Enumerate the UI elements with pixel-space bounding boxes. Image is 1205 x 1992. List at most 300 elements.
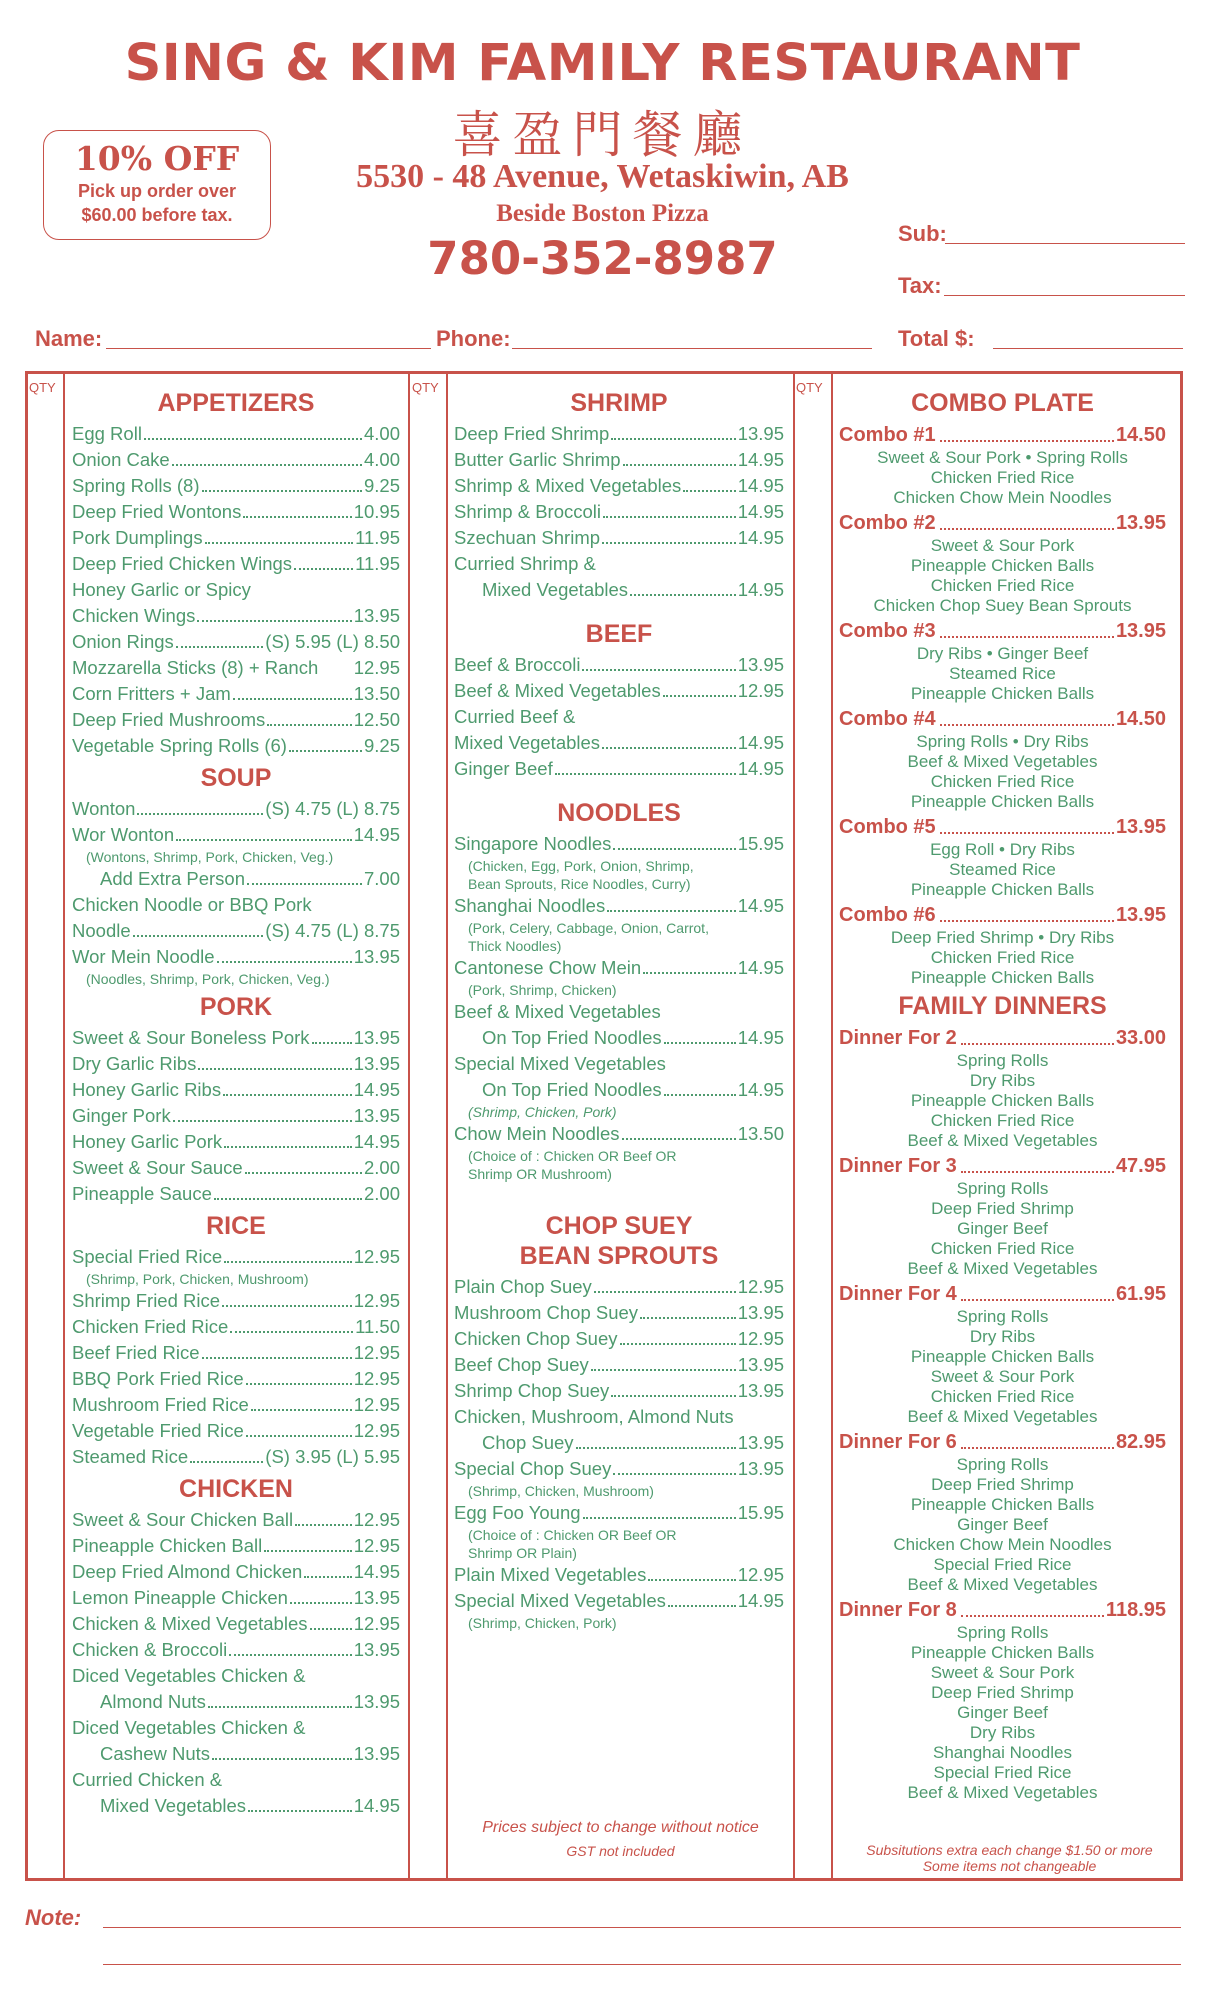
menu-item[interactable] bbox=[72, 447, 400, 473]
combo-dish: Sweet & Sour Pork bbox=[930, 536, 1075, 555]
item-name: Beef & Mixed Vegetables bbox=[454, 680, 661, 701]
combo-item[interactable] bbox=[839, 422, 1166, 508]
menu-item[interactable] bbox=[72, 603, 400, 629]
item-name: Deep Fried Chicken Wings bbox=[72, 553, 293, 574]
combo-name: Dinner For 8 bbox=[839, 1599, 957, 1621]
item-description: (Pork, Shrimp, Chicken) bbox=[468, 982, 617, 998]
dot-leader bbox=[602, 747, 736, 749]
combo-dish: Pineapple Chicken Balls bbox=[910, 1347, 1095, 1366]
item-price: 13.95 bbox=[353, 1105, 400, 1126]
item-price: 12.95 bbox=[737, 1328, 784, 1349]
total-label: Total $: bbox=[898, 326, 975, 351]
menu-item[interactable] bbox=[72, 1392, 400, 1418]
combo-title bbox=[839, 1153, 1166, 1179]
menu-item[interactable] bbox=[72, 1288, 400, 1314]
menu-item[interactable] bbox=[72, 733, 400, 759]
discount-line-1: Pick up order over bbox=[77, 181, 237, 201]
item-price: 12.95 bbox=[353, 1342, 400, 1363]
item-name: Special Mixed Vegetables bbox=[454, 1590, 666, 1611]
dot-leader bbox=[611, 438, 735, 440]
item-name: Ginger Pork bbox=[72, 1105, 171, 1126]
menu-item[interactable] bbox=[72, 421, 400, 447]
menu-item[interactable] bbox=[72, 1366, 400, 1392]
section-title: FAMILY DINNERS bbox=[898, 992, 1107, 1020]
item-name: Wor Mein Noodle bbox=[72, 946, 215, 967]
note-field-line-1[interactable] bbox=[103, 1895, 1181, 1928]
menu-item[interactable] bbox=[454, 955, 784, 981]
item-price: 2.00 bbox=[363, 1157, 400, 1178]
dot-leader bbox=[630, 594, 736, 596]
menu-item[interactable] bbox=[454, 577, 784, 603]
menu-item[interactable] bbox=[72, 918, 400, 944]
item-description: Bean Sprouts, Rice Noodles, Curry) bbox=[468, 876, 691, 892]
column-divider-1 bbox=[408, 374, 410, 1878]
section-title: NOODLES bbox=[557, 799, 681, 827]
menu-item-line: Beef & Mixed Vegetables bbox=[454, 1001, 661, 1022]
section-title: CHOP SUEY bbox=[545, 1212, 693, 1240]
section-title: RICE bbox=[206, 1212, 266, 1240]
combo-dish: Shanghai Noodles bbox=[933, 1743, 1072, 1762]
menu-section-combo-plate bbox=[839, 388, 1166, 988]
item-price: 12.95 bbox=[353, 1394, 400, 1415]
qty-divider-1 bbox=[63, 374, 65, 1878]
name-label: Name: bbox=[35, 326, 103, 351]
dot-leader bbox=[613, 848, 735, 850]
dot-leader bbox=[223, 1094, 352, 1096]
combo-dish: Pineapple Chicken Balls bbox=[910, 880, 1095, 899]
item-name: Mushroom Chop Suey bbox=[454, 1302, 639, 1323]
menu-column-right bbox=[839, 388, 1166, 1803]
menu-item[interactable] bbox=[454, 1378, 784, 1404]
tax-field[interactable] bbox=[944, 270, 1185, 296]
combo-title bbox=[839, 902, 1166, 928]
dot-leader bbox=[583, 1517, 736, 1519]
dot-leader bbox=[623, 464, 736, 466]
combo-dish: Chicken Fried Rice bbox=[930, 1111, 1075, 1130]
combo-dish: Dry Ribs bbox=[969, 1327, 1036, 1346]
dot-leader bbox=[603, 516, 736, 518]
item-price: 13.95 bbox=[353, 1691, 400, 1712]
item-name: Chicken & Mixed Vegetables bbox=[72, 1613, 308, 1634]
menu-item[interactable] bbox=[454, 730, 784, 756]
combo-item[interactable] bbox=[839, 510, 1166, 616]
item-price: 14.95 bbox=[737, 475, 784, 496]
dot-leader bbox=[648, 1579, 735, 1581]
dot-leader bbox=[940, 724, 1114, 726]
combo-item[interactable] bbox=[839, 618, 1166, 704]
combo-title bbox=[839, 1281, 1166, 1307]
item-name: Sweet & Sour Boneless Pork bbox=[72, 1027, 310, 1048]
item-price: (S) 5.95 (L) 8.50 bbox=[265, 631, 400, 652]
gst-notice: GST not included bbox=[566, 1843, 675, 1859]
dot-leader bbox=[961, 1447, 1114, 1449]
menu-item[interactable] bbox=[72, 1155, 400, 1181]
dot-leader bbox=[267, 724, 351, 726]
item-price: 13.95 bbox=[353, 1027, 400, 1048]
dot-leader bbox=[664, 1094, 736, 1096]
item-name: Ginger Beef bbox=[454, 758, 553, 779]
combo-dish: Spring Rolls bbox=[956, 1455, 1049, 1474]
combo-name: Dinner For 4 bbox=[839, 1283, 957, 1305]
menu-item[interactable] bbox=[454, 1562, 784, 1588]
discount-headline: 10% OFF bbox=[74, 139, 240, 178]
menu-item[interactable] bbox=[72, 1103, 400, 1129]
item-name: Dry Garlic Ribs bbox=[72, 1053, 197, 1074]
menu-item[interactable] bbox=[454, 1025, 784, 1051]
dot-leader bbox=[214, 1198, 362, 1200]
menu-item[interactable] bbox=[72, 1637, 400, 1663]
combo-dish: Deep Fried Shrimp bbox=[931, 1475, 1074, 1494]
combo-dish: Pineapple Chicken Balls bbox=[910, 1091, 1095, 1110]
combo-title bbox=[839, 510, 1166, 536]
menu-item[interactable] bbox=[454, 756, 784, 782]
combo-price: 13.95 bbox=[1115, 620, 1166, 642]
dot-leader bbox=[190, 1461, 263, 1463]
item-name: Shrimp & Broccoli bbox=[454, 501, 602, 522]
menu-section-appetizers bbox=[72, 388, 400, 759]
item-name: Chicken Chop Suey bbox=[454, 1328, 618, 1349]
dot-leader bbox=[176, 839, 352, 841]
item-name: Shrimp Fried Rice bbox=[72, 1290, 221, 1311]
combo-dish: Pineapple Chicken Balls bbox=[910, 792, 1095, 811]
item-name: Butter Garlic Shrimp bbox=[454, 449, 621, 470]
combo-name: Combo #5 bbox=[839, 816, 936, 838]
menu-frame bbox=[25, 371, 1183, 1881]
total-field[interactable] bbox=[993, 322, 1183, 349]
menu-item[interactable] bbox=[72, 707, 400, 733]
item-name: Deep Fried Mushrooms bbox=[72, 709, 266, 730]
dot-leader bbox=[224, 1146, 352, 1148]
combo-dish: Ginger Beef bbox=[957, 1703, 1048, 1722]
combo-dish: Beef & Mixed Vegetables bbox=[907, 1259, 1098, 1278]
menu-item[interactable] bbox=[454, 1274, 784, 1300]
combo-item[interactable] bbox=[839, 1429, 1166, 1595]
item-name: Cantonese Chow Mein bbox=[454, 957, 642, 978]
combo-price: 13.95 bbox=[1115, 904, 1166, 926]
menu-item[interactable] bbox=[72, 1533, 400, 1559]
dot-leader bbox=[137, 813, 263, 815]
restaurant-address: 5530 - 48 Avenue, Wetaskiwin, AB bbox=[356, 158, 849, 195]
item-price: 13.50 bbox=[353, 683, 400, 704]
item-price: 14.95 bbox=[737, 732, 784, 753]
combo-item[interactable] bbox=[839, 902, 1166, 988]
dot-leader bbox=[683, 490, 735, 492]
item-price: 14.95 bbox=[737, 1027, 784, 1048]
menu-item[interactable] bbox=[454, 525, 784, 551]
menu-item[interactable] bbox=[72, 525, 400, 551]
item-name: Sweet & Sour Sauce bbox=[72, 1157, 243, 1178]
menu-item[interactable] bbox=[72, 473, 400, 499]
combo-title bbox=[839, 422, 1166, 448]
dot-leader bbox=[202, 1357, 352, 1359]
combo-price: 61.95 bbox=[1115, 1283, 1166, 1305]
item-name: Shanghai Noodles bbox=[454, 895, 606, 916]
combo-dish: Chicken Fried Rice bbox=[930, 468, 1075, 487]
item-price: 13.95 bbox=[353, 1639, 400, 1660]
tax-label: Tax: bbox=[898, 273, 942, 298]
menu-column-middle bbox=[454, 388, 784, 1632]
dot-leader bbox=[205, 542, 353, 544]
combo-dish: Spring Rolls bbox=[956, 1179, 1049, 1198]
item-price: 7.00 bbox=[363, 868, 400, 889]
menu-item[interactable] bbox=[72, 1559, 400, 1585]
menu-item[interactable] bbox=[454, 1588, 784, 1614]
note-label: Note: bbox=[25, 1905, 82, 1930]
menu-section-noodles bbox=[454, 798, 784, 1183]
dot-leader bbox=[246, 1383, 352, 1385]
item-name: Chicken & Broccoli bbox=[72, 1639, 228, 1660]
item-name: Wonton bbox=[72, 798, 136, 819]
combo-dish: Ginger Beef bbox=[957, 1219, 1048, 1238]
item-price: 10.95 bbox=[353, 501, 400, 522]
phone-field[interactable] bbox=[512, 322, 872, 349]
combo-item[interactable] bbox=[839, 1281, 1166, 1427]
dot-leader bbox=[940, 440, 1114, 442]
combo-dish: Egg Roll • Dry Ribs bbox=[930, 840, 1075, 859]
item-price: 12.95 bbox=[353, 1290, 400, 1311]
combo-dish: Chicken Fried Rice bbox=[930, 772, 1075, 791]
menu-item[interactable] bbox=[454, 1077, 784, 1103]
combo-item[interactable] bbox=[839, 1597, 1166, 1803]
menu-section-rice bbox=[72, 1211, 400, 1470]
menu-item[interactable] bbox=[454, 421, 784, 447]
menu-column-left bbox=[72, 388, 400, 1819]
menu-item[interactable] bbox=[72, 1077, 400, 1103]
item-description: (Choice of : Chicken OR Beef OR bbox=[468, 1148, 677, 1164]
combo-dish: Beef & Mixed Vegetables bbox=[907, 752, 1098, 771]
menu-item[interactable] bbox=[72, 1507, 400, 1533]
menu-item[interactable] bbox=[72, 1444, 400, 1470]
combo-dish: Special Fried Rice bbox=[933, 1763, 1072, 1782]
section-title: SOUP bbox=[200, 764, 272, 792]
dot-leader bbox=[217, 961, 352, 963]
item-name: Plain Mixed Vegetables bbox=[454, 1564, 647, 1585]
substitution-notice: Subsitutions extra each change $1.50 or more bbox=[866, 1842, 1153, 1858]
dot-leader bbox=[202, 490, 362, 492]
item-price: 15.95 bbox=[737, 833, 784, 854]
menu-item[interactable] bbox=[72, 1741, 400, 1767]
discount-line-2: $60.00 before tax. bbox=[81, 205, 233, 225]
item-name: Beef Fried Rice bbox=[72, 1342, 200, 1363]
combo-price: 33.00 bbox=[1115, 1027, 1166, 1049]
item-name: Deep Fried Wontons bbox=[72, 501, 242, 522]
menu-item[interactable] bbox=[454, 678, 784, 704]
item-price: 12.95 bbox=[353, 1420, 400, 1441]
combo-dish: Pineapple Chicken Balls bbox=[910, 684, 1095, 703]
menu-item[interactable] bbox=[72, 1793, 400, 1819]
dot-leader bbox=[640, 1317, 736, 1319]
price-notice: Prices subject to change without notice bbox=[482, 1819, 759, 1836]
menu-item[interactable] bbox=[454, 1500, 784, 1526]
dot-leader bbox=[663, 695, 736, 697]
section-title: PORK bbox=[199, 993, 273, 1021]
menu-item[interactable] bbox=[72, 1129, 400, 1155]
section-title: CHICKEN bbox=[179, 1475, 293, 1503]
dot-leader bbox=[294, 568, 353, 570]
item-price: 13.95 bbox=[353, 946, 400, 967]
menu-item[interactable] bbox=[72, 1181, 400, 1207]
combo-title bbox=[839, 618, 1166, 644]
dot-leader bbox=[245, 1172, 362, 1174]
menu-item[interactable] bbox=[454, 1352, 784, 1378]
dot-leader bbox=[622, 1138, 736, 1140]
item-price: 11.50 bbox=[355, 1316, 400, 1337]
item-price: 13.95 bbox=[737, 1302, 784, 1323]
item-price: 15.95 bbox=[737, 1502, 784, 1523]
combo-dish: Pineapple Chicken Balls bbox=[910, 1643, 1095, 1662]
dot-leader bbox=[208, 1706, 352, 1708]
menu-item[interactable] bbox=[454, 499, 784, 525]
combo-name: Combo #1 bbox=[839, 424, 936, 446]
item-name: Szechuan Shrimp bbox=[454, 527, 601, 548]
dot-leader bbox=[243, 516, 351, 518]
menu-item[interactable] bbox=[454, 1430, 784, 1456]
item-name: Chicken Fried Rice bbox=[72, 1316, 229, 1337]
item-name: Mixed Vegetables bbox=[454, 732, 601, 753]
combo-dish: Spring Rolls • Dry Ribs bbox=[916, 732, 1089, 751]
item-description: (Shrimp, Pork, Chicken, Mushroom) bbox=[86, 1271, 309, 1287]
menu-section-chicken bbox=[72, 1474, 400, 1819]
menu-item[interactable] bbox=[454, 652, 784, 678]
menu-item[interactable] bbox=[72, 655, 400, 681]
item-name: Mixed Vegetables bbox=[482, 579, 629, 600]
sub-label: Sub: bbox=[898, 221, 947, 246]
combo-item[interactable] bbox=[839, 1153, 1166, 1279]
dot-leader bbox=[961, 1615, 1104, 1617]
item-description: (Shrimp, Chicken, Mushroom) bbox=[468, 1483, 654, 1499]
item-price: 12.95 bbox=[353, 1509, 400, 1530]
menu-section-beef bbox=[454, 619, 784, 782]
combo-dish: Chicken Fried Rice bbox=[930, 576, 1075, 595]
menu-item[interactable] bbox=[454, 1326, 784, 1352]
section-title: SHRIMP bbox=[570, 389, 668, 417]
dot-leader bbox=[594, 1291, 736, 1293]
dot-leader bbox=[940, 832, 1114, 834]
menu-item[interactable] bbox=[72, 1689, 400, 1715]
menu-item[interactable] bbox=[72, 944, 400, 970]
menu-item[interactable] bbox=[454, 1300, 784, 1326]
dot-leader bbox=[607, 910, 736, 912]
item-name: Noodle bbox=[72, 920, 131, 941]
menu-item[interactable] bbox=[72, 866, 400, 892]
menu-item[interactable] bbox=[72, 822, 400, 848]
combo-dish: Chicken Chow Mein Noodles bbox=[893, 1535, 1112, 1554]
combo-item[interactable] bbox=[839, 1025, 1166, 1151]
combo-name: Combo #4 bbox=[839, 708, 936, 730]
name-field[interactable] bbox=[106, 322, 431, 349]
combo-price: 82.95 bbox=[1115, 1431, 1166, 1453]
combo-item[interactable] bbox=[839, 814, 1166, 900]
menu-item[interactable] bbox=[72, 1418, 400, 1444]
dot-leader bbox=[247, 883, 362, 885]
combo-title bbox=[839, 1597, 1166, 1623]
menu-item[interactable] bbox=[72, 1314, 400, 1340]
qty-label: QTY bbox=[412, 380, 439, 395]
item-price: 14.95 bbox=[737, 449, 784, 470]
menu-item[interactable] bbox=[72, 551, 400, 577]
item-price: 14.95 bbox=[737, 579, 784, 600]
item-name: Chow Mein Noodles bbox=[454, 1123, 620, 1144]
item-name: Vegetable Spring Rolls (6) bbox=[72, 735, 287, 756]
item-name: Beef & Broccoli bbox=[454, 654, 581, 675]
item-description: (Pork, Celery, Cabbage, Onion, Carrot, bbox=[468, 920, 709, 936]
combo-dish: Special Fried Rice bbox=[933, 1555, 1072, 1574]
menu-item-line: Curried Beef & bbox=[454, 706, 576, 727]
combo-name: Combo #3 bbox=[839, 620, 936, 642]
item-name: Sweet & Sour Chicken Ball bbox=[72, 1509, 294, 1530]
menu-item[interactable] bbox=[72, 1585, 400, 1611]
section-title: BEAN SPROUTS bbox=[519, 1242, 719, 1270]
combo-price: 118.95 bbox=[1105, 1599, 1166, 1621]
combo-dish: Deep Fried Shrimp bbox=[931, 1199, 1074, 1218]
dot-leader bbox=[664, 1042, 736, 1044]
item-price: 12.95 bbox=[353, 1613, 400, 1634]
combo-price: 14.50 bbox=[1115, 424, 1166, 446]
menu-item[interactable] bbox=[72, 499, 400, 525]
menu-item[interactable] bbox=[72, 681, 400, 707]
menu-item[interactable] bbox=[72, 629, 400, 655]
menu-item[interactable] bbox=[72, 1244, 400, 1270]
item-description: (Shrimp, Chicken, Pork) bbox=[468, 1104, 617, 1120]
item-description: (Shrimp, Chicken, Pork) bbox=[468, 1615, 617, 1631]
item-name: Mushroom Fried Rice bbox=[72, 1394, 249, 1415]
combo-name: Dinner For 2 bbox=[839, 1027, 957, 1049]
item-price: 12.95 bbox=[353, 657, 400, 678]
dot-leader bbox=[222, 1305, 352, 1307]
combo-price: 13.95 bbox=[1115, 816, 1166, 838]
item-price: 4.00 bbox=[363, 423, 400, 444]
menu-item[interactable] bbox=[454, 473, 784, 499]
menu-item[interactable] bbox=[72, 1051, 400, 1077]
dot-leader bbox=[961, 1043, 1114, 1045]
item-price: 14.95 bbox=[737, 758, 784, 779]
note-field-line-2[interactable] bbox=[103, 1937, 1181, 1965]
menu-item[interactable] bbox=[454, 1121, 784, 1147]
combo-name: Combo #2 bbox=[839, 512, 936, 534]
restaurant-phone: 780-352-8987 bbox=[427, 232, 778, 285]
dot-leader bbox=[233, 698, 352, 700]
menu-item[interactable] bbox=[454, 831, 784, 857]
menu-item[interactable] bbox=[454, 893, 784, 919]
item-price: 14.95 bbox=[737, 957, 784, 978]
restaurant-chinese-name: 喜盈門餐廳 bbox=[452, 106, 753, 164]
menu-item[interactable] bbox=[72, 1025, 400, 1051]
sub-field[interactable] bbox=[945, 218, 1185, 244]
item-price: 9.25 bbox=[363, 475, 400, 496]
item-price: (S) 4.75 (L) 8.75 bbox=[265, 798, 400, 819]
menu-item[interactable] bbox=[454, 447, 784, 473]
menu-item[interactable] bbox=[454, 1456, 784, 1482]
menu-item[interactable] bbox=[72, 1340, 400, 1366]
combo-dish: Sweet & Sour Pork • Spring Rolls bbox=[877, 448, 1128, 467]
menu-item[interactable] bbox=[72, 1611, 400, 1637]
menu-item-line: Curried Chicken & bbox=[72, 1769, 223, 1790]
combo-price: 14.50 bbox=[1115, 708, 1166, 730]
dot-leader bbox=[144, 438, 362, 440]
combo-dish: Spring Rolls bbox=[956, 1307, 1049, 1326]
combo-item[interactable] bbox=[839, 706, 1166, 812]
dot-leader bbox=[229, 1654, 351, 1656]
combo-dish: Chicken Fried Rice bbox=[930, 948, 1075, 967]
dot-leader bbox=[230, 1331, 353, 1333]
menu-item-line: Honey Garlic or Spicy bbox=[72, 579, 251, 600]
item-name: Add Extra Person bbox=[100, 868, 245, 889]
dot-leader bbox=[582, 669, 735, 671]
combo-dish: Spring Rolls bbox=[956, 1051, 1049, 1070]
menu-item[interactable] bbox=[72, 796, 400, 822]
combo-dish: Steamed Rice bbox=[949, 860, 1056, 879]
menu-item-line: Diced Vegetables Chicken & bbox=[72, 1717, 306, 1738]
